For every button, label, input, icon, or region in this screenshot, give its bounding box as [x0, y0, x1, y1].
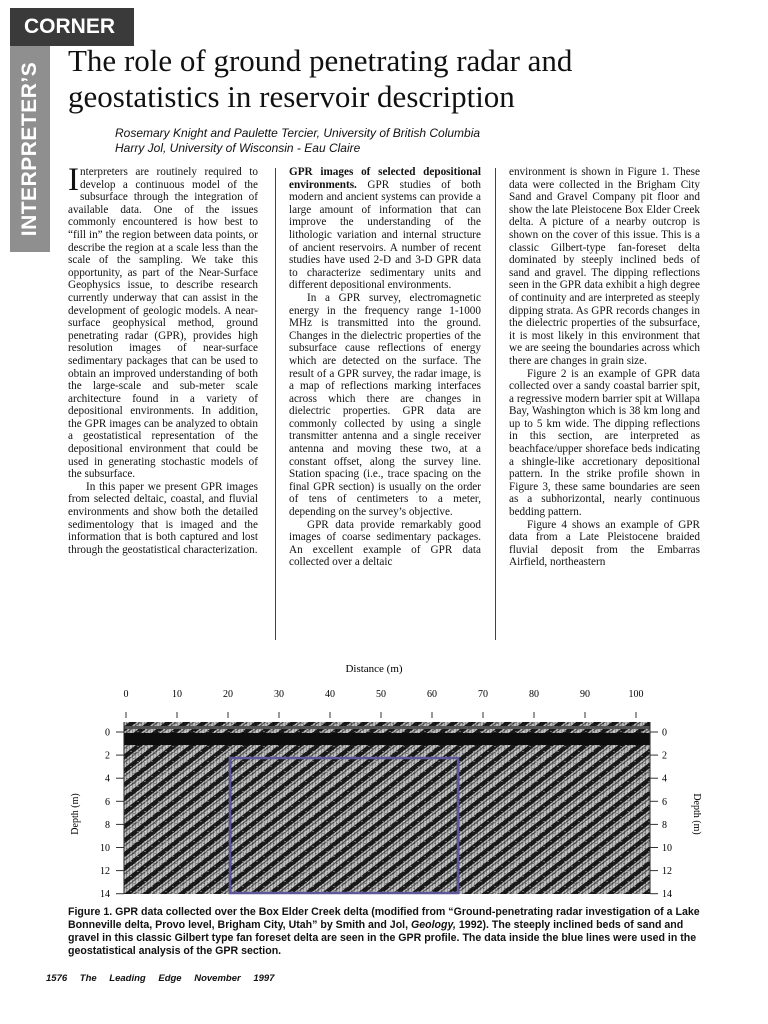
authors-line-1: Rosemary Knight and Paulette Tercier, University of British Columbia: [115, 126, 481, 140]
paragraph: Figure 2 is an example of GPR data collected over a sandy coastal barrier spit, a regressive modern barrier spit at Willapa Bay, Washington which is 38 km long and up to 5 km wide. The dipping reflections in this section, are interpreted as beachface/upper shoreface beds indicating a shingle-like accretionary depositional pattern. In the strike profile shown in Figure 3, these same boundaries are seen as a subhorizontal, nearly continuous bedding pattern.: [509, 367, 700, 519]
drop-cap: I: [68, 162, 79, 198]
depth-tick-labels-right: [650, 728, 672, 901]
distance-tick-label: 30: [274, 689, 284, 700]
journal-name: The Leading Edge: [79, 973, 182, 984]
column-rule: [275, 168, 276, 640]
depth-tick-label: 6: [105, 796, 110, 808]
distance-tick-label: 10: [172, 689, 182, 700]
paragraph: [289, 166, 481, 292]
distance-axis-label: Distance (m): [345, 663, 403, 675]
paragraph: GPR data provide remarkably good images of coarse sedimentary packages. An excellent example of GPR data collected over a deltaic: [289, 518, 481, 569]
paragraph-text: nterpreters are routinely required to develop a continuous model of the subsurface through the integration of available data. One of the issues commonly encountered is how best to “fill in” the region between data points, or describe the region at a scale less than the scale of the sampling. We take this opportunity, as part of the Near-Surface Geophysics issue, to describe research currently underway that can assist in the development of geologic models. A near-surface geophysical method, ground penetrating radar (GPR), provides high resolution images of near-surface sedimentary packages that can be used to obtain an improved understanding of both the large-scale and sub-meter scale architecture found in a variety of depositional environments. In addition, the GPR images can be analyzed to obtain a geostatistical representation of the depositional environment that could be used in generating stochastic models of the subsurface.: [68, 166, 258, 481]
distance-tick-label: 100: [628, 689, 644, 700]
caption-journal: Geology,: [411, 919, 456, 931]
body-column-2: [289, 166, 481, 569]
paragraph: Figure 4 shows an example of GPR data from a Late Pleistocene braided fluvial deposit from the Embarras Airfield, northeastern: [509, 518, 700, 569]
distance-tick-label: 50: [376, 689, 386, 700]
depth-tick-label: 4: [105, 773, 110, 785]
page-footer: [46, 973, 274, 984]
distance-tick-label: 60: [427, 689, 437, 700]
depth-tick-label: 12: [100, 866, 110, 878]
depth-tick-label: 8: [662, 819, 667, 831]
depth-tick-label: 14: [662, 889, 672, 900]
depth-tick-label: 0: [662, 727, 667, 739]
depth-tick-label: 6: [662, 796, 667, 808]
body-column-1: [68, 162, 258, 556]
depth-tick-label: 14: [100, 889, 110, 900]
section-heading: GPR images of selected depositional environments.: [289, 166, 481, 191]
figure-caption: [68, 906, 702, 958]
depth-axis-label-right: Depth (m): [691, 793, 702, 835]
body-column-3: [509, 166, 700, 569]
depth-tick-label: 12: [662, 866, 672, 878]
issue-date: November 1997: [194, 973, 275, 984]
article-authors: [115, 126, 480, 156]
caption-text-end: 1992). The steeply inclined beds of sand and gravel in this classic Gilbert type fan foreset delta are seen in the GPR profile. The data inside the blue lines were used in the geostatistical analysis of the GPR section.: [68, 919, 697, 957]
paragraph: In a GPR survey, electromagnetic energy in the frequency range 1-1000 MHz is transmitted into the ground. Changes in the dielectric properties of the subsurface cause reflections of energy which are detected on the surface. The result of a GPR survey, the radar image, is a map of reflections marking interfaces across which there are changes in dielectric properties. GPR data are commonly collected by using a single transmitter antenna and a single receiver antenna and moving these two, at a constant offset, along the survey line. Station spacing (i.e., trace spacing on the final GPR section) is usually on the order of tens of centimeters to a meter, depending on the survey’s objective.: [289, 291, 481, 519]
gpr-noise-texture: [124, 722, 650, 894]
paragraph: In this paper we present GPR images from selected deltaic, coastal, and fluvial environments and show both the detailed sedimentology that is imaged and the information that is both captured and lost through the geostatistical characterization.: [68, 480, 258, 556]
corner-label: CORNER: [10, 8, 134, 46]
depth-tick-label: 10: [662, 843, 672, 854]
depth-axis-label-left: Depth (m): [70, 793, 81, 835]
gpr-profile-figure: [66, 660, 702, 900]
section-side-label: INTERPRETER’S: [18, 61, 41, 237]
depth-tick-label: 8: [105, 819, 110, 831]
paragraph: [68, 162, 258, 481]
distance-tick-label: 0: [123, 689, 129, 700]
gpr-surface-reflection: [124, 733, 650, 745]
article-title: The role of ground penetrating radar and geostatistics in reservoir description: [68, 43, 573, 114]
column-rule: [495, 168, 496, 640]
distance-tick-label: 20: [223, 689, 233, 700]
distance-tick-label: 90: [580, 689, 590, 700]
distance-tick-label: 80: [529, 689, 539, 700]
depth-tick-label: 2: [662, 750, 667, 762]
gpr-surface-reflection-top: [124, 726, 650, 729]
page-number: 1576: [46, 973, 68, 984]
paragraph-text: GPR studies of both modern and ancient systems can provide a large amount of information that can improve the understanding of the lithologic variation and internal structure of ancient reservoirs. A number of recent studies have used 2-D and 3-D GPR data to characterize sedimentary units and different depositional environments.: [289, 178, 481, 292]
distance-tick-label: 40: [325, 689, 335, 700]
authors-line-2: Harry Jol, University of Wisconsin - Eau Claire: [115, 141, 361, 155]
distance-tick-labels: [124, 689, 644, 718]
depth-tick-labels-left: [100, 728, 124, 901]
distance-tick-label: 70: [478, 689, 488, 700]
depth-tick-label: 4: [662, 773, 667, 785]
paragraph: environment is shown in Figure 1. These data were collected in the Brigham City Sand and Gravel Company pit floor and show the late Pleistocene Box Elder Creek delta. A picture of a nearby outcrop is shown on the cover of this issue. This is a classic Gilbert-type fan-foreset delta dominated by steeply inclined beds of sand and gravel. The dipping reflections seen in the GPR data exhibit a high degree of continuity and are interpreted as steeply dipping strata. As GPR records changes in the dielectric properties of the subsurface, it is most likely in this environment that we are seeing the boundaries across which there are changes in grain size.: [509, 166, 700, 367]
depth-tick-label: 0: [105, 727, 110, 739]
depth-tick-label: 10: [100, 843, 110, 854]
depth-tick-label: 2: [105, 750, 110, 762]
caption-text: Figure 1. GPR data collected over the Box Elder Creek delta (modified from “Ground-penetrating radar investigation of a Lake Bonneville delta, Provo level, Brigham City, Utah” by Smith and Jol,: [68, 906, 700, 931]
